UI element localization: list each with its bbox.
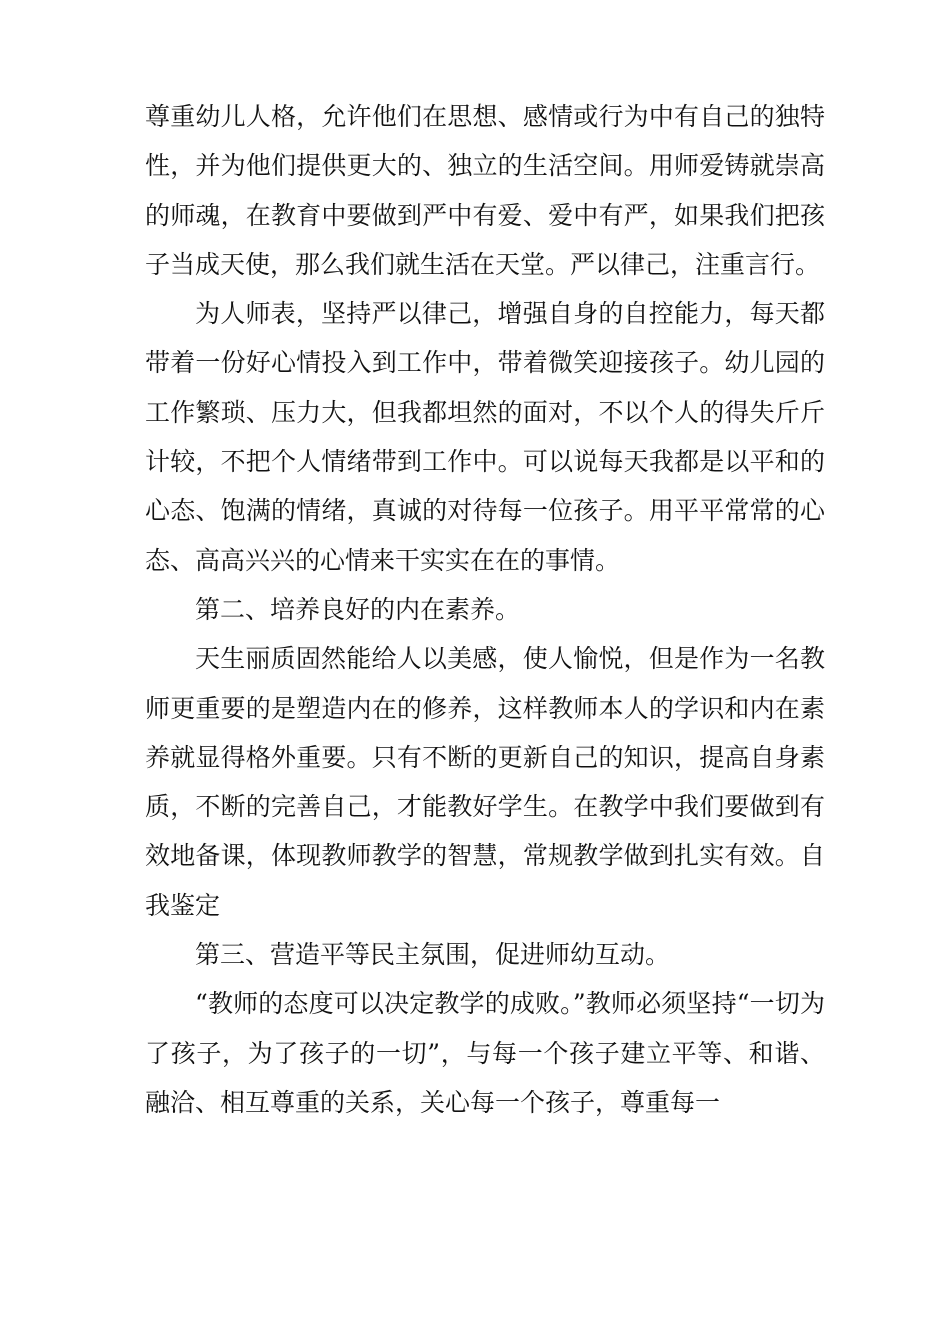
paragraph-teacher-attitude: “教师的态度可以决定教学的成败。”教师必须坚持“一切为了孩子，为了孩子的一切”，与每一个孩子建立平等、和谐、融洽、相互尊重的关系，关心每一个孩子，尊重每一	[145, 989, 825, 1117]
paragraph-inner-quality: 天生丽质固然能给人以美感，使人愉悦，但是作为一名教师更重要的是塑造内在的修养，这样教师本人的学识和内在素养就显得格外重要。只有不断的更新自己的知识，提高自身素质，不断的完善自己，才能教好学生。在教学中我们要做到有效地备课，体现教师教学的智慧，常规教学做到扎实有效。自我鉴定	[145, 644, 825, 920]
document-body	[145, 92, 825, 1127]
section-heading-third: 第三、营造平等民主氛围，促进师幼互动。	[195, 940, 671, 970]
section-heading-second: 第二、培养良好的内在素养。	[195, 594, 521, 624]
paragraph-continuation: 尊重幼儿人格，允许他们在思想、感情或行为中有自己的独特性，并为他们提供更大的、独立的生活空间。用师爱铸就崇高的师魂，在教育中要做到严中有爱、爱中有严，如果我们把孩子当成天使，那么我们就生活在天堂。严以律己，注重言行。	[145, 102, 825, 279]
paragraph-role-model: 为人师表，坚持严以律己，增强自身的自控能力，每天都带着一份好心情投入到工作中，带着微笑迎接孩子。幼儿园的工作繁琐、压力大，但我都坦然的面对，不以个人的得失斤斤计较，不把个人情绪带到工作中。可以说每天我都是以平和的心态、饱满的情绪，真诚的对待每一位孩子。用平平常常的心态、高高兴兴的心情来干实实在在的事情。	[145, 299, 825, 575]
